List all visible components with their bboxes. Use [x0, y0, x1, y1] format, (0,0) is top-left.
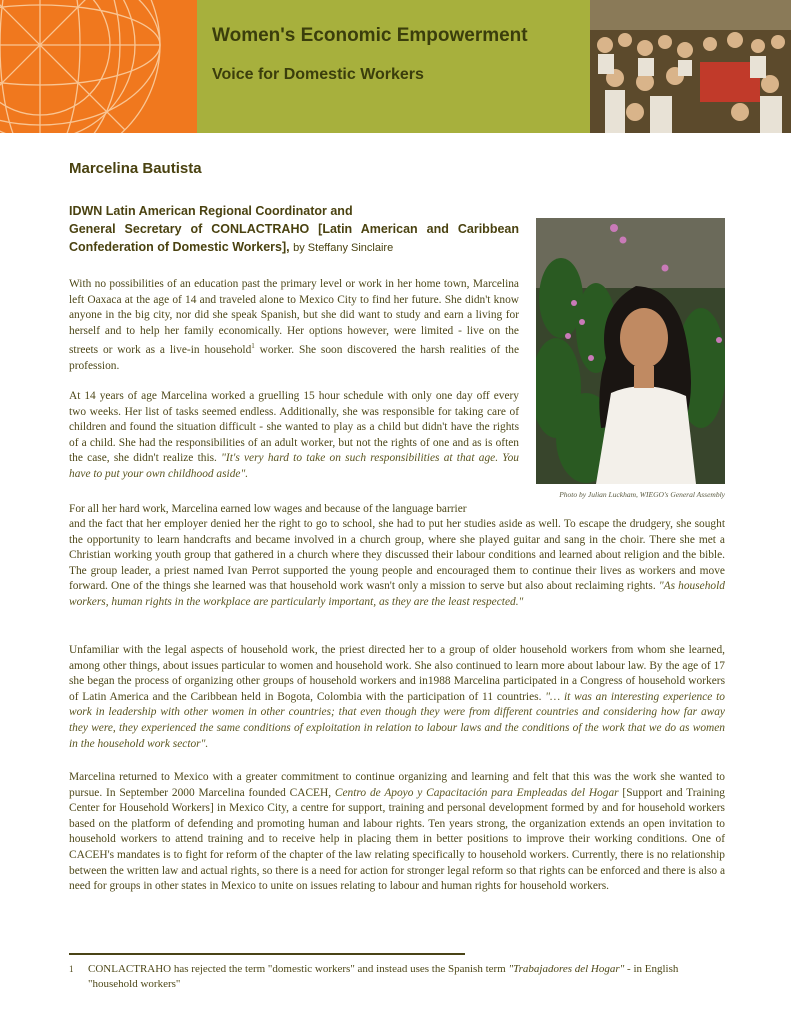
- portrait-image: [536, 218, 725, 484]
- paragraph-2: [69, 389, 519, 483]
- group-photo-image: [590, 0, 791, 133]
- group-photo: [590, 0, 791, 133]
- footnote-text-b: - in English "household workers": [88, 963, 679, 990]
- footnote-number: 1: [69, 964, 74, 974]
- paragraph-5-rest: [Support and Training Center for Household Workers] in Mexico City, a centre for support, training and personal development formed by and for household workers based on the platform of defending and promoting human and labour rights. Ten years strong, the organization extends an open invitation to household workers to attend training and to receive help in placing them in better positions to improve their working conditions. One of CACEH's mandates is to fight for reform of the chapter of the law relating specifically to household workers. Currently, there is no relationship between the written law and actual rights, so there is a need for action for stronger legal reform so that rights can be enforced and there is also a need for groups in other states in Mexico to unite on issues relating to labour and human rights for household workers.: [69, 786, 725, 893]
- role-line-1: IDWN Latin American Regional Coordinator and: [69, 204, 353, 218]
- header-banner: [0, 0, 791, 133]
- paragraph-4-text: Unfamiliar with the legal aspects of household work, the priest directed her to a group of older household workers from whom she learned, among other things, about issues particular to women and household work. She also continued to learn more about labour law. By the age of 17 she began the process of organizing other groups of household workers and in1988 Marcelina participated in a Congress of household workers of Latin America and the Caribbean held in Bogota, Colombia with the participation of 11 countries.: [69, 644, 725, 703]
- paragraph-2-text: At 14 years of age Marcelina worked a gruelling 15 hour schedule with only one day off every two weeks. Her list of tasks seemed endless. Additionally, she was responsible for taking care of children and found the situation difficult - she wanted to play as a child but didn't have the rights of a child. She had the responsibilities of an adult worker, but not the rights of one and as is often the case, she didn't realize this.: [69, 390, 519, 465]
- footnote: [69, 962, 725, 992]
- footnote-text: [88, 962, 725, 992]
- portrait-photo: [536, 218, 725, 484]
- paragraph-2-quote: "It's very hard to take on such responsibilities at that age. You have to put your own childhood aside".: [69, 452, 519, 480]
- paragraph-3: [69, 517, 725, 611]
- paragraph-5-text: Marcelina returned to Mexico with a greater commitment to continue organizing and learning and felt that this was the work she wanted to pursue. In September 2000 Marcelina founded CACEH,: [69, 771, 725, 799]
- paragraph-1-end: worker. She soon discovered the harsh realities of the profession.: [69, 344, 519, 372]
- paragraph-5-italic: Centro de Apoyo y Capacitación para Empleadas del Hogar: [334, 786, 619, 799]
- author-role: [69, 202, 519, 257]
- photo-credit: Photo by Julian Luckham, WIEGO's General Assembly: [559, 490, 725, 499]
- paragraph-1: [69, 277, 519, 374]
- footnote-italic: "Trabajadores del Hogar": [508, 963, 625, 975]
- byline: by Steffany Sinclaire: [293, 242, 394, 254]
- paragraph-4: [69, 643, 725, 752]
- footnote-divider: [69, 953, 465, 955]
- header-subtitle: Voice for Domestic Workers: [212, 66, 424, 83]
- globe-icon: [0, 0, 197, 133]
- footnote-reference: 1: [251, 342, 255, 351]
- paragraph-4-quote: "… it was an interesting experience to work in leadership with other women in other countries; that even though they were from different countries and considering how far away they were, they experienced the same conditions of exploitation in relation to labour laws and the conditions of the work that we do as women in the household work sector".: [69, 690, 725, 750]
- header-title: Women's Economic Empowerment: [212, 25, 528, 46]
- globe-graphic: [0, 0, 197, 133]
- paragraph-3-lead: For all her hard work, Marcelina earned low wages and because of the language barrier: [69, 503, 467, 515]
- article-author: Marcelina Bautista: [69, 160, 202, 177]
- role-line-2: General Secretary of CONLACTRAHO [Latin American and Caribbean Confederation of Domestic Workers],: [69, 222, 519, 254]
- paragraph-3-quote: "As household workers, human rights in the workplace are particularly important, as they are the least respected.": [69, 580, 725, 608]
- paragraph-3-text: and the fact that her employer denied her the right to go to school, she had to put her studies aside as well. To escape the drudgery, she sought the opportunity to learn handcrafts and became involved in a church group, where she played guitar and sang in the choir. There she met a Christian working youth group that gathered in a church where they discussed their labour conditions and learned about religion and the bible. The group leader, a priest named Ivan Perrot supported the young people and encouraged them to continue their lives as workers and move forward. One of the things she learned was that household work wasn't only a mission to serve but also about reclaiming rights.: [69, 518, 725, 593]
- paragraph-1-text: With no possibilities of an education past the primary level or work in her home town, Marcelina left Oaxaca at the age of 14 and traveled alone to Mexico City to find her future. She didn't know anyone in the big city, nor did she speak Spanish, but she did want to study and earn a living for herself and to help her family economically. Her options however, were limited - live on the streets or work as a live-in household: [69, 278, 519, 357]
- header-title-area: [197, 0, 590, 133]
- footnote-text-a: CONLACTRAHO has rejected the term "domestic workers" and instead uses the Spanish term: [88, 963, 506, 975]
- paragraph-5: [69, 770, 725, 895]
